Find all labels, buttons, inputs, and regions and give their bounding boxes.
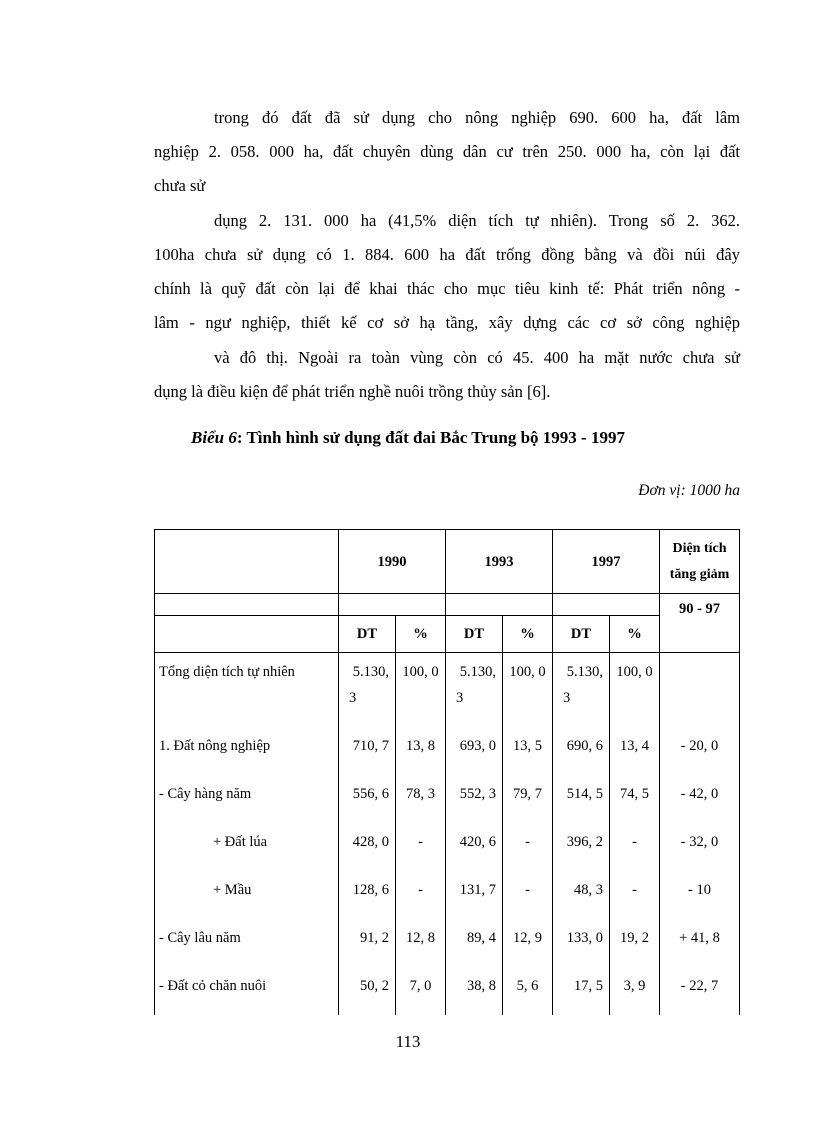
text-line: lâm - ngư nghiệp, thiết kế cơ sở hạ tầng, xây dựng các cơ sở công nghiệp	[154, 313, 740, 332]
dt-value-cont: 3	[349, 690, 357, 706]
dt-cell: 133, 0	[553, 919, 610, 951]
text-line: dụng là điều kiện để phát triển nghề nuôi trồng thủy sản [6].	[154, 382, 551, 401]
year-header: 1993	[446, 530, 553, 594]
dt-cell: 50, 2	[339, 967, 396, 999]
dt-cell: 396, 2	[553, 823, 610, 855]
dt-cell	[553, 653, 610, 712]
text-line	[154, 169, 740, 203]
land-use-table	[154, 529, 740, 1015]
dt-cell: 428, 0	[339, 823, 396, 855]
empty-header-cell	[155, 594, 339, 616]
paragraph-2	[154, 204, 740, 340]
unit-label: Đơn vị: 1000 ha	[638, 482, 740, 499]
empty-header-cell	[553, 594, 660, 616]
dt-value-cont: 3	[563, 690, 571, 706]
change-cell: - 42, 0	[660, 775, 740, 807]
table-row	[155, 653, 740, 712]
empty-header-cell	[339, 594, 446, 616]
dt-cell: 552, 3	[446, 775, 503, 807]
text-line: và đô thị. Ngoài ra toàn vùng còn có 45. 400 ha mặt nước chưa sử	[214, 348, 740, 367]
header-row-dt	[155, 616, 740, 653]
change-cell	[660, 653, 740, 712]
dt-cell: 420, 6	[446, 823, 503, 855]
caption-text: : Tình hình sử dụng đất đai Bắc Trung bộ 1993 - 1997	[236, 428, 625, 447]
row-gap	[155, 855, 740, 871]
dt-value-cont: 3	[456, 690, 464, 706]
dt-cell: 556, 6	[339, 775, 396, 807]
pct-cell: 12, 8	[396, 919, 446, 951]
row-gap	[155, 759, 740, 775]
table-row	[155, 967, 740, 999]
page-number: 113	[395, 1032, 421, 1051]
change-header-line2: tăng giảm	[669, 566, 730, 582]
dt-cell: 48, 3	[553, 871, 610, 903]
change-cell: - 32, 0	[660, 823, 740, 855]
dt-cell: 17, 5	[553, 967, 610, 999]
paragraph-1	[154, 101, 740, 203]
dt-cell	[339, 653, 396, 712]
text-fragment: sử	[189, 176, 206, 195]
pct-cell: 13, 5	[503, 727, 553, 759]
pct-cell: 12, 9	[503, 919, 553, 951]
caption-label: Biểu 6	[191, 428, 237, 447]
year-header: 1990	[339, 530, 446, 594]
row-gap	[155, 903, 740, 919]
row-label: - Cây hàng năm	[155, 775, 339, 807]
empty-header-cell	[446, 594, 553, 616]
row-label: + Đất lúa	[155, 823, 339, 855]
pct-header: %	[610, 616, 660, 653]
text-line: nghiệp 2. 058. 000 ha, đất chuyên dùng dân cư trên 250. 000 ha, còn lại đất	[154, 142, 740, 161]
change-cell: - 10	[660, 871, 740, 903]
header-row-spacer	[155, 594, 740, 616]
change-cell: + 41, 8	[660, 919, 740, 951]
dt-header: DT	[446, 616, 503, 653]
pct-cell: 13, 8	[396, 727, 446, 759]
change-cell: - 20, 0	[660, 727, 740, 759]
text-line: chính là quỹ đất còn lại để khai thác cho mục tiêu kinh tế: Phát triển nông -	[154, 279, 740, 298]
text-line: trong đó đất đã sử dụng cho nông nghiệp 690. 600 ha, đất lâm	[214, 108, 740, 127]
table-row	[155, 919, 740, 951]
dt-value: 5.130,	[352, 664, 389, 680]
table-row	[155, 775, 740, 807]
pct-cell: 100, 0	[610, 653, 660, 712]
pct-cell: 74, 5	[610, 775, 660, 807]
dt-cell: 89, 4	[446, 919, 503, 951]
dt-cell: 131, 7	[446, 871, 503, 903]
pct-header: %	[396, 616, 446, 653]
pct-cell: -	[610, 871, 660, 903]
dt-header: DT	[339, 616, 396, 653]
dt-value: 5.130,	[566, 664, 603, 680]
pct-cell: -	[503, 823, 553, 855]
pct-cell: -	[503, 871, 553, 903]
change-cell: - 22, 7	[660, 967, 740, 999]
row-label: - Cây lâu năm	[155, 919, 339, 951]
row-label: + Mầu	[155, 871, 339, 903]
change-header	[660, 530, 740, 594]
pct-cell: -	[610, 823, 660, 855]
dt-cell: 38, 8	[446, 967, 503, 999]
table-caption	[0, 428, 816, 448]
pct-cell: 19, 2	[610, 919, 660, 951]
pct-cell: 78, 3	[396, 775, 446, 807]
pct-cell: 7, 0	[396, 967, 446, 999]
row-gap	[155, 807, 740, 823]
year-header: 1997	[553, 530, 660, 594]
table-row	[155, 871, 740, 903]
text-line: dụng 2. 131. 000 ha (41,5% diện tích tự nhiên). Trong số 2. 362.	[214, 211, 740, 230]
dt-cell: 128, 6	[339, 871, 396, 903]
pct-cell: 100, 0	[503, 653, 553, 712]
pct-cell: -	[396, 823, 446, 855]
change-header-line1: Diện tích	[672, 540, 727, 556]
table-row	[155, 823, 740, 855]
row-gap	[155, 711, 740, 727]
row-label: 1. Đất nông nghiệp	[155, 727, 339, 759]
dt-cell: 710, 7	[339, 727, 396, 759]
paragraph-3	[154, 341, 740, 409]
pct-cell: 3, 9	[610, 967, 660, 999]
dt-cell: 693, 0	[446, 727, 503, 759]
row-label: - Đất cỏ chăn nuôi	[155, 967, 339, 999]
empty-header-cell	[155, 530, 339, 594]
pct-cell: 79, 7	[503, 775, 553, 807]
text-fragment: chưa	[154, 176, 186, 195]
dt-cell: 690, 6	[553, 727, 610, 759]
pct-cell: 100, 0	[396, 653, 446, 712]
row-gap	[155, 999, 740, 1015]
dt-header: DT	[553, 616, 610, 653]
pct-cell: -	[396, 871, 446, 903]
pct-header: %	[503, 616, 553, 653]
dt-cell	[446, 653, 503, 712]
dt-cell: 514, 5	[553, 775, 610, 807]
header-row-years	[155, 530, 740, 594]
pct-cell: 5, 6	[503, 967, 553, 999]
pct-cell: 13, 4	[610, 727, 660, 759]
empty-header-cell	[155, 616, 339, 653]
table-row	[155, 727, 740, 759]
dt-cell: 91, 2	[339, 919, 396, 951]
change-period-header: 90 - 97	[660, 594, 740, 653]
text-line: 100ha chưa sử dụng có 1. 884. 600 ha đất trống đồng bằng và đồi núi đây	[154, 245, 740, 264]
row-label: Tổng diện tích tự nhiên	[155, 653, 339, 712]
dt-value: 5.130,	[459, 664, 496, 680]
row-gap	[155, 951, 740, 967]
